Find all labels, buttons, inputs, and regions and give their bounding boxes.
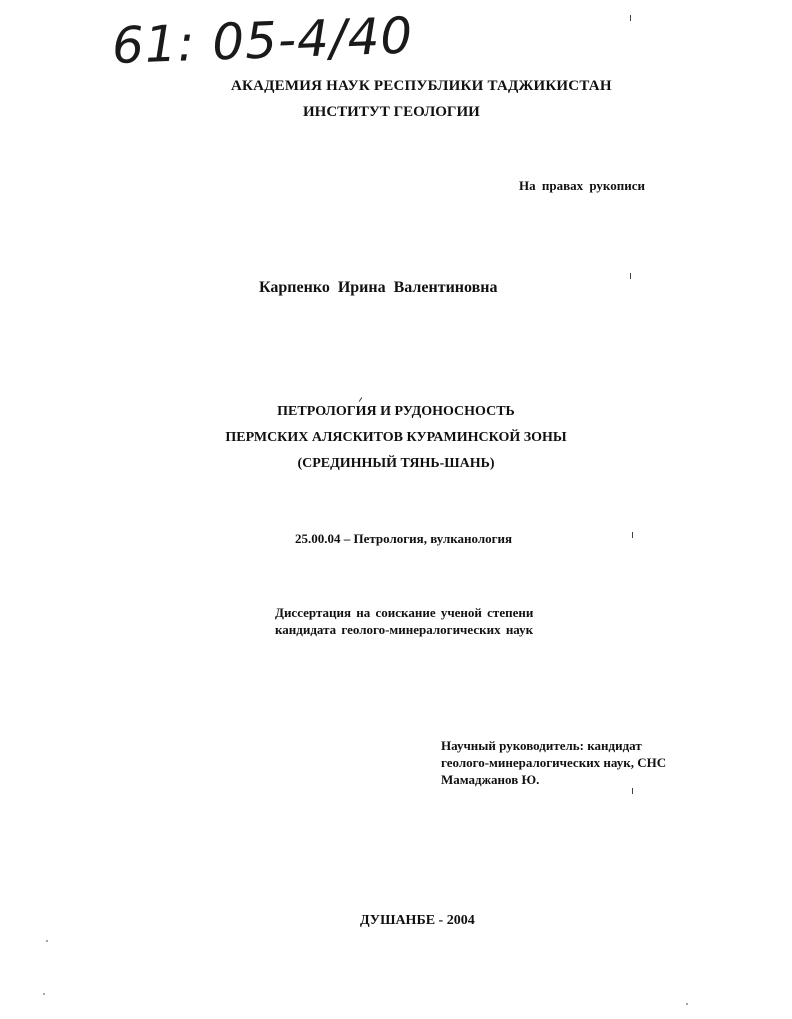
- scan-dot: [686, 1003, 688, 1005]
- scan-dot: [43, 993, 45, 995]
- supervisor-line-3: Мамаджанов Ю.: [441, 772, 540, 787]
- scan-mark: [359, 397, 363, 402]
- handwritten-archive-code: 61: 05-4/40: [110, 6, 415, 75]
- dissertation-line-2: кандидата геолого-минералогических наук: [275, 622, 534, 637]
- scan-mark: [632, 788, 633, 794]
- title-line-2: ПЕРМСКИХ АЛЯСКИТОВ КУРАМИНСКОЙ ЗОНЫ: [225, 430, 567, 445]
- institute-name: ИНСТИТУТ ГЕОЛОГИИ: [303, 104, 480, 120]
- scan-mark: [630, 15, 631, 21]
- title-line-3: (СРЕДИННЫЙ ТЯНЬ-ШАНЬ): [297, 456, 495, 471]
- scan-mark: [630, 273, 631, 279]
- city-year: ДУШАНБЕ - 2004: [360, 913, 475, 928]
- scan-mark: [632, 532, 633, 538]
- dissertation-line-1: Диссертация на соискание ученой степени: [275, 605, 534, 620]
- author-name: Карпенко Ирина Валентиновна: [259, 279, 498, 296]
- title-line-1: ПЕТРОЛОГИЯ И РУДОНОСНОСТЬ: [277, 404, 515, 419]
- scan-dot: [46, 940, 48, 942]
- specialty-code: 25.00.04 – Петрология, вулканология: [295, 531, 513, 546]
- supervisor-line-2: геолого-минералогических наук, СНС: [441, 755, 667, 770]
- supervisor-line-1: Научный руководитель: кандидат: [441, 738, 642, 753]
- manuscript-rights-note: На правах рукописи: [519, 178, 645, 193]
- academy-name: АКАДЕМИЯ НАУК РЕСПУБЛИКИ ТАДЖИКИСТАН: [231, 78, 612, 94]
